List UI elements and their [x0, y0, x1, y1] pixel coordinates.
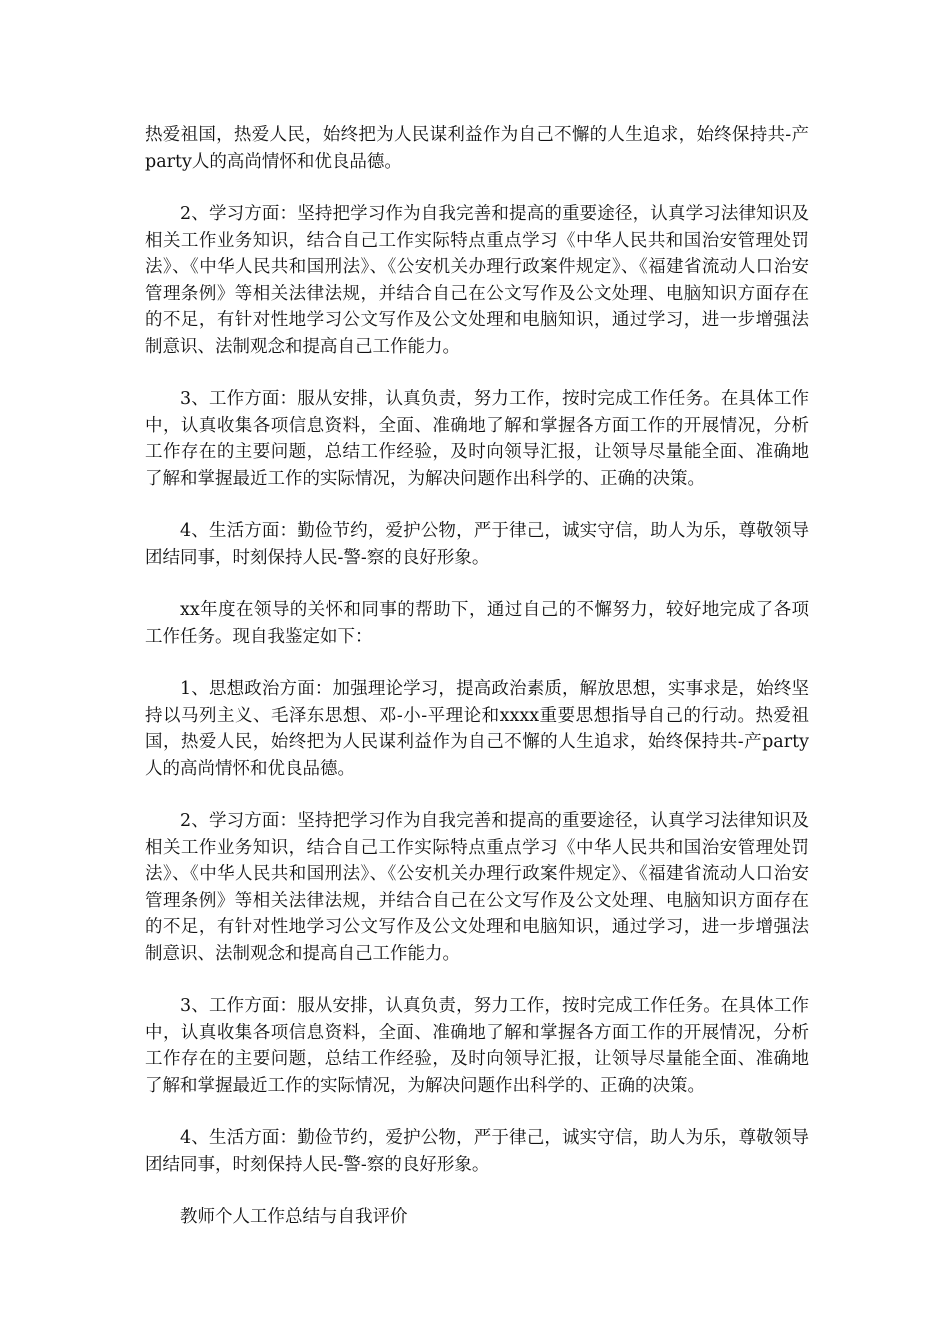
paragraph-work: 3、工作方面：服从安排，认真负责，努力工作，按时完成工作任务。在具体工作中，认真收集各项信息资料，全面、准确地了解和掌握各方面工作的开展情况，分析工作存在的主要问题，总结工作经验，及时向领导汇报，让领导尽量能全面、准确地了解和掌握最近工作的实际情况，为解决问题作出科学的、正确的决策。 — [145, 389, 809, 489]
paragraph-study: 2、学习方面：坚持把学习作为自我完善和提高的重要途径，认真学习法律知识及相关工作业务知识，结合自己工作实际特点重点学习《中华人民共和国治安管理处罚法》、《中华人民共和国刑法》、《公安机关办理行政案件规定》、《福建省流动人口治安管理条例》等相关法律法规，并结合自己在公文写作及公文处理、电脑知识方面存在的不足，有针对性地学习公文写作及公文处理和电脑知识，通过学习，进一步增强法制意识、法制观念和提高自己工作能力。 — [145, 204, 809, 357]
paragraph-study-repeat: 2、学习方面：坚持把学习作为自我完善和提高的重要途径，认真学习法律知识及相关工作业务知识，结合自己工作实际特点重点学习《中华人民共和国治安管理处罚法》、《中华人民共和国刑法》、《公安机关办理行政案件规定》、《福建省流动人口治安管理条例》等相关法律法规，并结合自己在公文写作及公文处理、电脑知识方面存在的不足，有针对性地学习公文写作及公文处理和电脑知识，通过学习，进一步增强法制意识、法制观念和提高自己工作能力。 — [145, 811, 809, 964]
paragraph-life: 4、生活方面：勤俭节约，爱护公物，严于律己，诚实守信，助人为乐，尊敬领导团结同事，时刻保持人民-警-察的良好形象。 — [145, 521, 809, 568]
paragraph-annual-intro: xx年度在领导的关怀和同事的帮助下，通过自己的不懈努力，较好地完成了各项工作任务。现自我鉴定如下： — [145, 600, 809, 647]
section-heading: 教师个人工作总结与自我评价 — [180, 1207, 408, 1227]
document-body — [145, 122, 809, 1257]
paragraph-politics: 1、思想政治方面：加强理论学习，提高政治素质，解放思想，实事求是，始终坚持以马列主义、毛泽东思想、邓-小-平理论和xxxx重要思想指导自己的行动。热爱祖国，热爱人民，始终把为人民谋利益作为自己不懈的人生追求，始终保持共-产party人的高尚情怀和优良品德。 — [145, 679, 809, 779]
paragraph-work-repeat: 3、工作方面：服从安排，认真负责，努力工作，按时完成工作任务。在具体工作中，认真收集各项信息资料，全面、准确地了解和掌握各方面工作的开展情况，分析工作存在的主要问题，总结工作经验，及时向领导汇报，让领导尽量能全面、准确地了解和掌握最近工作的实际情况，为解决问题作出科学的、正确的决策。 — [145, 996, 809, 1096]
paragraph-continued: 热爱祖国，热爱人民，始终把为人民谋利益作为自己不懈的人生追求，始终保持共-产party人的高尚情怀和优良品德。 — [145, 125, 809, 172]
paragraph-life-repeat: 4、生活方面：勤俭节约，爱护公物，严于律己，诚实守信，助人为乐，尊敬领导团结同事，时刻保持人民-警-察的良好形象。 — [145, 1128, 809, 1175]
